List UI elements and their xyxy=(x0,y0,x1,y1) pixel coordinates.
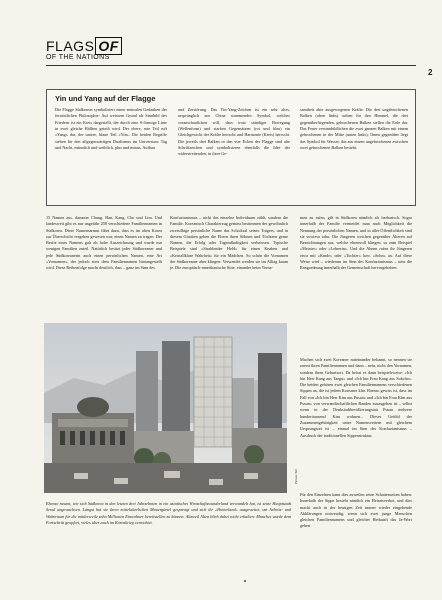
box-column-3: samtheit aber ausgewogenen Kräfte. Die drei ungebrochenen Balken (oben links) stehen für den Himmel, die drei gegenüberliegenden, gebrochenen Balken stellen die Erde dar. Das Feuer versinnbildlichen die zwei ganzen Balken mit einem gebrochenen in der Mitte (unten links); Ihnen gegenüber liegt das Symbol für Wasser, das aus einem ungebrochenen zwischen zwei gebrochenen Balken besteht. xyxy=(300,107,408,151)
page-number: 2 xyxy=(428,68,433,77)
series-title: FLAGS OF xyxy=(46,38,122,54)
photo-caption: Ebenso rasant, wie sich Südkorea in den letzten drei Jahrzehnten in ein asiatisches Wirtschaftswunderland verwandelt hat, ist seine Hauptstadt Seoul angewachsen. Längst hat sie ihren mittelalterlichen Mauergürtel gesprengt und sich ihr «Hinterland» ausgeweitet, um Arbeits- und Wohnraum für die mittlerweile zehn Millionen Einwohner bereitstellen zu können. Altzweil Alten blieb dabei nicht erhalten: Manches wurde dem Fortschritt geopfert, vieles aber auch im Koreakrieg vernichtet. xyxy=(46,501,291,525)
body-column-2: Konfuzianismus – nicht das einzelne Individuum zählt, sondern die Familie. Koreanisch Charakterzug gemäss bestimmen der gewöhnlich zweisilbige persönliche Name das Schicksal seines Trägers, und in diesem Glauben geben die Eltern ihren Söhnen und Töchtern gerne Namen, die Erfolg oder Tugendhaftigkeit verheissen. Typische Beispiele sind «Strahlender Held» für einen Knaben und «Kristallklare Wahrheit» für ein Mädchen. So schön die Vornamen der Südkoreaner aber klingen: Verwendet werden sie im Alltag kaum je. Die europäisch-amerikanische Sitte, einander beim Vorna- xyxy=(170,215,288,271)
footer-dot xyxy=(244,580,246,582)
photo-credit: Picture Tell xyxy=(294,469,298,484)
box-heading: Yin und Yang auf der Flagge xyxy=(55,94,156,103)
box-column-1: Die Flagge Südkoreas symbolisiert einen zentralen Gedanken der fernöstlichen Philosophie: Auf weissem Grund als Sinnbild des Friedens ist ein Kreis dargestellt, der durch eine S-förmige Linie in zwei gleiche Hälften geteilt wird. Der obere, rote Teil ruft «Yang» dar, der untere, blaue Teil «Yin». Die beiden Begriffe stehen für den allgegenwärtigen Dualismus im Universum: Tag und Nacht, männlich und weiblich, plus und minus, Aufbau xyxy=(55,107,167,151)
seoul-photo xyxy=(44,323,287,493)
body-column-3-end: Für den Einzelnen kann dies zuweilen seine Schattenseiten haben: Innerhalb der Sippe besteht nämlich ein Heiratsverbot, und dies macht auch in der heutigen Zeit immer wieder eingehende Abklärungen notwendig, wenn sich zwei junge Menschen gleichen Familiennamens und gleicher Herkunft das Ja-Wort geben xyxy=(300,492,412,529)
series-subtitle: OF THE NATIONS xyxy=(46,54,110,61)
box-column-2: und Zerstörung. Das Yin-Yang-Zeichen ist ein sehr altes, ursprünglich aus China stammendes Symbol, welches veranschaulichen will, dass trotz ständiger Bewegung (Wellenform) und starken Gegensätzen (rot und blau) ein Gleichgewicht der Kräfte herrscht und Harmonie (Kreis) herrscht. Die jeweils drei Balken in den vier Ecken der Flagge sind alte Schriftzeichen und symbolisieren ebenfalls die Idee der widerstreitenden, in ihrer Ge- xyxy=(178,107,290,157)
header-rule xyxy=(46,65,416,66)
body-column-3: men zu rufen, gilt in Südkorea nämlich als barbarisch. Sogar innerhalb der Familie vermeidet man nach Möglichkeit die Nennung der persönlichen Namen, und in aller Öffentlichkeit sind sie sowieso tabu. Die Jüngeren weichen gegenüber Älteren auf Bezeichnungen aus, welche ehrenvoll klingen, so zum Beispiel «Meister» oder «Lehrerin». Und die Ahnen rufen ihr Jüngeren etwa mit «Kinde» oder «Tochter» bzw. «Sohn» an. Auf diese Weise wird – wiederum im Sinn des Konfuzianismus – stets die Rangordnung innerhalb der Gemeinschaft hervorgehoben. xyxy=(300,215,412,271)
body-column-1: 15 Namen aus, darunter Chung, Han, Kang, Cho und Lim. Und landesweit gibt es nur ungefähr 250 verschiedene Familiennamen in Südkorea. Diese Namensarmut führt dazu, dass es im alten Korea zur Überschicht vergeben gewesen war, einen Namen zu tragen. Der Besitz eines Namens galt als hohe Auszeichnung und wurde nur wenigen Familien zuteil. Natürlich besitzt jeder Südkoreaner und jede Südkoreanerin auch einen persönlichen Namen, eine Art «Vornamen», der jedoch stets dem Familiennamen hintangestellt wird. Diese Reihenfolge macht deutlich, dass – ganz im Sinn des xyxy=(46,215,162,271)
body-column-3-continued: Machen sich zwei Koreaner miteinander bekannt, so nennen sie zuerst ihren Familiennamen und dann – nein, nicht den Vornamen, sondern ihren Geburtsort. Da heisst es dann beispielsweise: «Ich bin Herr Kang aus Taegu» und «Ich bin Frau Kang aus Sokcho». Die beiden gehören zwei gleichen Familiennamens verschiedenen Sippen an, die ist jedem Koreaner klar. Ebenso gewiss ist, dass im Fall von «Ich bin Herr Kim aus Pusan» und «Ich bin Frau Kim aus Pusan» von verwandtschaftlichen Banden auszugehen ist – selbst wenn in der Denkstadtbevölkerungstatt Pusan mehrere hunderttausend Kim wohnen... Dieses Gefühl der Zusammengehörigkeit unter Namensvettern mit gleichem Ursprungsort ist – einmal im Sinn des Konfuzianismus – Ausdruck der traditionellen Sippenstruktur. xyxy=(300,357,412,438)
